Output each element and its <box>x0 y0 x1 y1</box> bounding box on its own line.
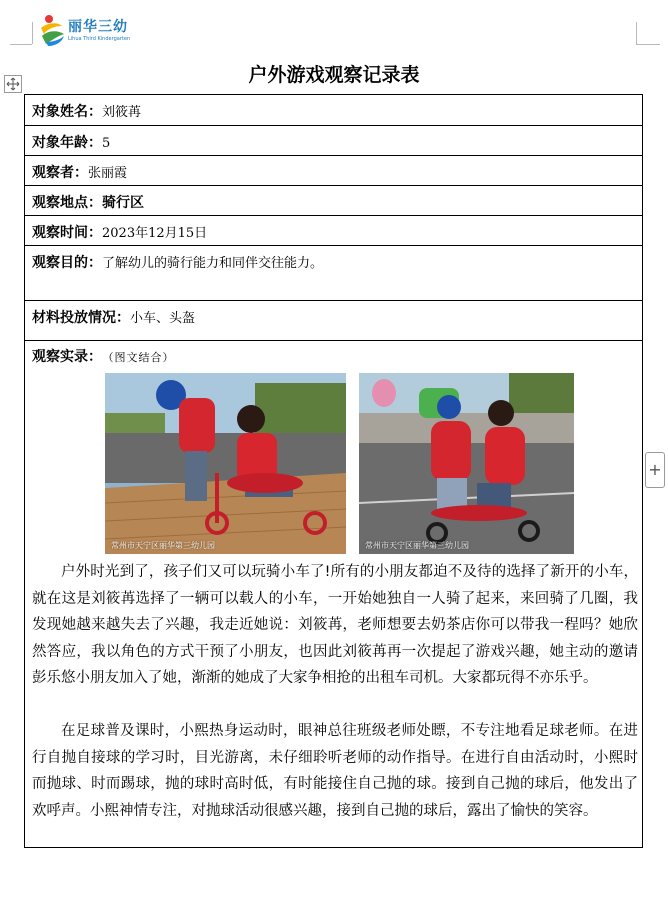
row-age <box>25 126 642 156</box>
row-observer <box>25 156 642 186</box>
page-corner-mark <box>636 44 660 45</box>
record-note: （图文结合） <box>108 351 175 364</box>
field-value: 张丽霞 <box>88 166 128 181</box>
row-name <box>25 95 642 126</box>
page-corner-mark <box>10 44 32 45</box>
field-value: 小车、头盔 <box>130 311 196 326</box>
field-value: 2023年12月15日 <box>102 226 208 241</box>
row-location <box>25 186 642 216</box>
page-corner-mark <box>32 22 33 44</box>
field-label: 观察时间：2023年12月15日 <box>32 225 208 241</box>
field-label: 观察者：张丽霞 <box>32 165 128 181</box>
row-purpose <box>25 246 642 301</box>
observation-table <box>24 94 643 848</box>
field-label: 对象年龄：5 <box>32 135 111 151</box>
row-record <box>25 341 642 847</box>
riding-photo-image <box>359 373 574 554</box>
photo-watermark: 常州市天宁区丽华第三幼儿园 <box>111 541 215 550</box>
field-value: 了解幼儿的骑行能力和同伴交往能力。 <box>102 256 324 271</box>
field-label: 观察实录： （图文结合） <box>32 349 175 365</box>
field-value: 骑行区 <box>102 195 144 211</box>
photo-watermark: 常州市天宁区丽华第三幼儿园 <box>365 541 469 550</box>
logo-subtitle: Lihua Third Kindergarten <box>68 36 131 42</box>
record-paragraph-2: 在足球普及课时，小熙热身运动时，眼神总往班级老师处瞟，不专注地看足球老师。在进行自抛自接球的学习时，目光游离，未仔细聆听老师的动作指导。在进行自由活动时，小熙时而抛球、时而踢球，抛的球时高时低，有时能接住自己抛的球。接到自己抛的球后，他发出了欢呼声。小熙神情专注，对抛球活动很感兴趣，接到自己抛的球后，露出了愉快的笑容。 <box>32 723 638 819</box>
field-label: 材料投放情况：小车、头盔 <box>32 310 196 326</box>
page-corner-mark <box>636 22 637 44</box>
school-logo <box>38 12 131 48</box>
logo-name: 丽华三幼 <box>68 19 128 35</box>
plus-icon: + <box>648 460 662 479</box>
logo-mark-icon <box>38 12 68 48</box>
add-column-handle[interactable] <box>645 452 665 488</box>
observation-photo-1 <box>105 373 346 554</box>
field-label: 对象姓名：刘筱苒 <box>32 104 142 120</box>
field-value: 刘筱苒 <box>102 105 142 120</box>
field-label: 观察地点：骑行区 <box>32 195 144 211</box>
record-paragraph-1: 户外时光到了，孩子们又可以玩骑小车了!所有的小朋友都迫不及待的选择了新开的小车，就在这是刘筱苒选择了一辆可以载人的小车，一开始她独自一人骑了起来，来回骑了几圈，我发现她越来越失去了兴趣，我走近她说：刘筱苒，老师想要去奶茶店你可以带我一程吗？她欣然答应，我以角色的方式干预了小朋友，也因此刘筱苒再一次提起了游戏兴趣，她主动的邀请彭乐悠小朋友加入了她，渐渐的她成了大家争相抢的出租车司机。大家都玩得不亦乐乎。 <box>32 564 638 686</box>
field-value: 5 <box>102 136 111 151</box>
riding-photo-image <box>105 373 346 554</box>
observation-photo-2 <box>359 373 574 554</box>
field-label: 观察目的：了解幼儿的骑行能力和同伴交往能力。 <box>32 255 324 271</box>
row-materials <box>25 301 642 341</box>
page-title: 户外游戏观察记录表 <box>248 64 420 86</box>
row-time <box>25 216 642 246</box>
